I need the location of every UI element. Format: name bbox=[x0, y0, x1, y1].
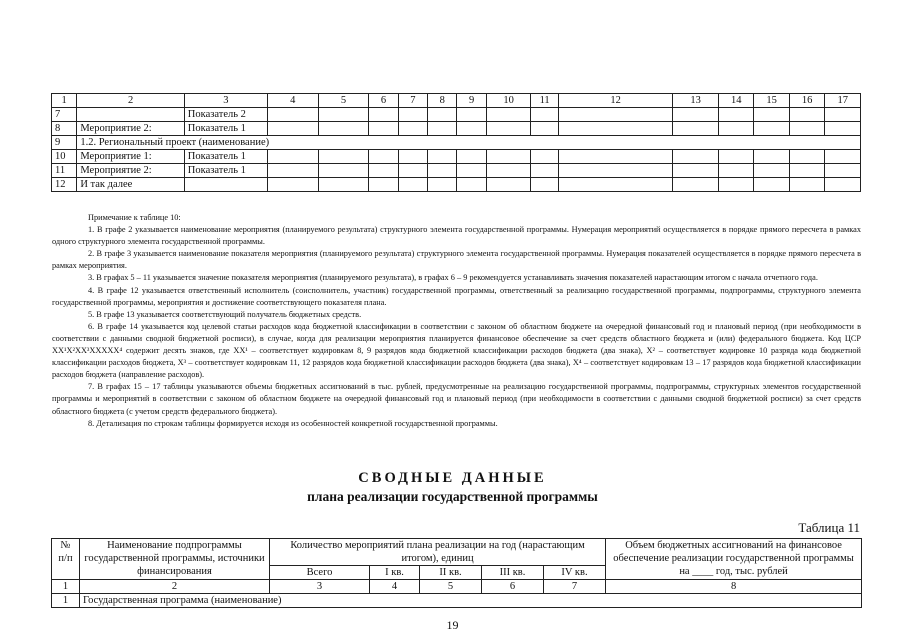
subheader-q1: I кв. bbox=[370, 566, 420, 580]
indicator-cell: Показатель 1 bbox=[184, 164, 267, 178]
project-cell: 1.2. Региональный проект (наименование) bbox=[77, 136, 861, 150]
row-number: 8 bbox=[52, 122, 77, 136]
column-number: 7 bbox=[544, 580, 606, 594]
header-cell: 9 bbox=[457, 94, 486, 108]
table-10-notes bbox=[52, 212, 861, 430]
event-cell: Мероприятие 1: bbox=[77, 150, 184, 164]
table-row bbox=[52, 136, 861, 150]
table-10-header-row bbox=[52, 94, 861, 108]
table-label: Таблица 11 bbox=[798, 520, 860, 535]
header-cell: 4 bbox=[267, 94, 318, 108]
header-cell: 1 bbox=[52, 94, 77, 108]
header-cell: 15 bbox=[754, 94, 789, 108]
note-6: 6. В графе 14 указывается код целевой статьи расходов кода бюджетной классификации в соответствии с законом об областном бюджете на очередной финансовый год и плановый период (при необходимости в соответствии с данными сводной бюджетной росписи), в случае, когда для реализации мероприятия планируется финансовое обеспечение за счет средств областного бюджета и (или) федерального бюджета. Код ЦСР XX¹X²XX³XXXXX⁴ содержит десять знаков, где XX¹ – соответствует кодировкам 8, 9 разрядов кода бюджетной классификации расходов бюджета (два знака), X² – соответствует кодировке 10 разряда кода бюджетной классификации расходов бюджета, X³ – соответствует кодировкам 11, 12 разрядов кода бюджетной классификации расходов бюджета (два знака), X⁴ – соответствует кодировкам 13 – 17 разрядов кода бюджетной классификации расходов бюджета (направление расходов). bbox=[52, 321, 861, 380]
note-8: 8. Детализация по строкам таблицы формируется исходя из особенностей конкретной государственной программы. bbox=[88, 418, 498, 428]
subheader-total: Всего bbox=[270, 566, 370, 580]
row-number: 1 bbox=[52, 594, 80, 608]
row-number: 11 bbox=[52, 164, 77, 178]
column-number: 3 bbox=[270, 580, 370, 594]
header-cell: 5 bbox=[318, 94, 369, 108]
header-name: Наименование подпрограммы государственной программы, источники финансирования bbox=[80, 539, 270, 580]
column-number: 4 bbox=[370, 580, 420, 594]
header-cell: 10 bbox=[486, 94, 531, 108]
note-1: 1. В графе 2 указывается наименование мероприятия (планируемого результата) структурного элемента государственной программы. Нумерация мероприятий осуществляется в порядке прямого пересчета в рамках одного структурного элемента государственной программы. bbox=[52, 225, 861, 247]
note-4: 4. В графе 12 указывается ответственный исполнитель (соисполнитель, участник) государственной программы, ответственный за реализацию государственной программы, подпрограммы, структурного элемента государственной программы, мероприятия и достижение соответствующего показателя плана. bbox=[52, 285, 861, 307]
column-number: 6 bbox=[482, 580, 544, 594]
row-number: 9 bbox=[52, 136, 77, 150]
table-row bbox=[52, 594, 862, 608]
program-cell: Государственная программа (наименование) bbox=[80, 594, 862, 608]
note-3: 3. В графах 5 – 11 указывается значение показателя мероприятия (планируемого результата), в графах 6 – 9 рекомендуется устанавливать значения показателей нарастающим итогом с начала отчетного года. bbox=[88, 273, 818, 283]
subheader-q3: III кв. bbox=[482, 566, 544, 580]
subheader-q2: II кв. bbox=[420, 566, 482, 580]
table-11-numbers-row bbox=[52, 580, 862, 594]
page-number: 19 bbox=[446, 618, 459, 632]
event-cell: И так далее bbox=[77, 178, 184, 192]
header-cell: 14 bbox=[718, 94, 753, 108]
subheader-q4: IV кв. bbox=[544, 566, 606, 580]
section-subtitle: плана реализации государственной программы bbox=[307, 489, 598, 504]
table-10 bbox=[51, 93, 861, 192]
header-cell: 8 bbox=[428, 94, 457, 108]
column-number: 2 bbox=[80, 580, 270, 594]
header-count: Количество мероприятий плана реализации на год (нарастающим итогом), единиц bbox=[270, 539, 606, 566]
note-7: 7. В графах 15 – 17 таблицы указываются объемы бюджетных ассигнований в тыс. рублей, предусмотренные на реализацию государственной программы, подпрограммы, структурных элементов государственной программы и мероприятий в соответствии с законом об областном бюджете на очередной финансовый год и плановый период (при необходимости в соответствии с данными сводной бюджетной росписи) за счет средств областного бюджета (с учетом средств федерального бюджета). bbox=[52, 382, 861, 416]
header-cell: 12 bbox=[558, 94, 673, 108]
table-11-header-row bbox=[52, 539, 862, 566]
row-number: 10 bbox=[52, 150, 77, 164]
header-cell: 13 bbox=[673, 94, 719, 108]
table-row bbox=[52, 122, 861, 136]
event-cell: Мероприятие 2: bbox=[77, 164, 184, 178]
row-number: 7 bbox=[52, 108, 77, 122]
indicator-cell: Показатель 2 bbox=[184, 108, 267, 122]
header-cell: 17 bbox=[825, 94, 861, 108]
header-cell: 3 bbox=[184, 94, 267, 108]
event-cell: Мероприятие 2: bbox=[77, 122, 184, 136]
column-number: 1 bbox=[52, 580, 80, 594]
section-title: СВОДНЫЕ ДАННЫЕ bbox=[358, 470, 547, 486]
event-cell bbox=[77, 108, 184, 122]
table-row bbox=[52, 150, 861, 164]
header-cell: 2 bbox=[77, 94, 184, 108]
table-row bbox=[52, 164, 861, 178]
row-number: 12 bbox=[52, 178, 77, 192]
table-row bbox=[52, 178, 861, 192]
header-cell: 11 bbox=[531, 94, 558, 108]
column-number: 5 bbox=[420, 580, 482, 594]
note-5: 5. В графе 13 указывается соответствующий получатель бюджетных средств. bbox=[88, 309, 362, 319]
header-volume: Объем бюджетных ассигнований на финансовое обеспечение реализации государственной программы на ____ год, тыс. рублей bbox=[606, 539, 862, 580]
indicator-cell bbox=[184, 178, 267, 192]
indicator-cell: Показатель 1 bbox=[184, 122, 267, 136]
header-cell: 7 bbox=[398, 94, 427, 108]
header-num: № п/п bbox=[52, 539, 80, 580]
table-11 bbox=[51, 538, 862, 608]
note-2: 2. В графе 3 указывается наименование показателя мероприятия (планируемого результата) структурного элемента государственной программы. Нумерация показателей осуществляется в порядке прямого пересчета в рамках мероприятия. bbox=[52, 249, 861, 271]
indicator-cell: Показатель 1 bbox=[184, 150, 267, 164]
header-cell: 6 bbox=[369, 94, 398, 108]
notes-heading: Примечание к таблице 10: bbox=[88, 213, 181, 222]
column-number: 8 bbox=[606, 580, 862, 594]
table-row bbox=[52, 108, 861, 122]
header-cell: 16 bbox=[789, 94, 824, 108]
